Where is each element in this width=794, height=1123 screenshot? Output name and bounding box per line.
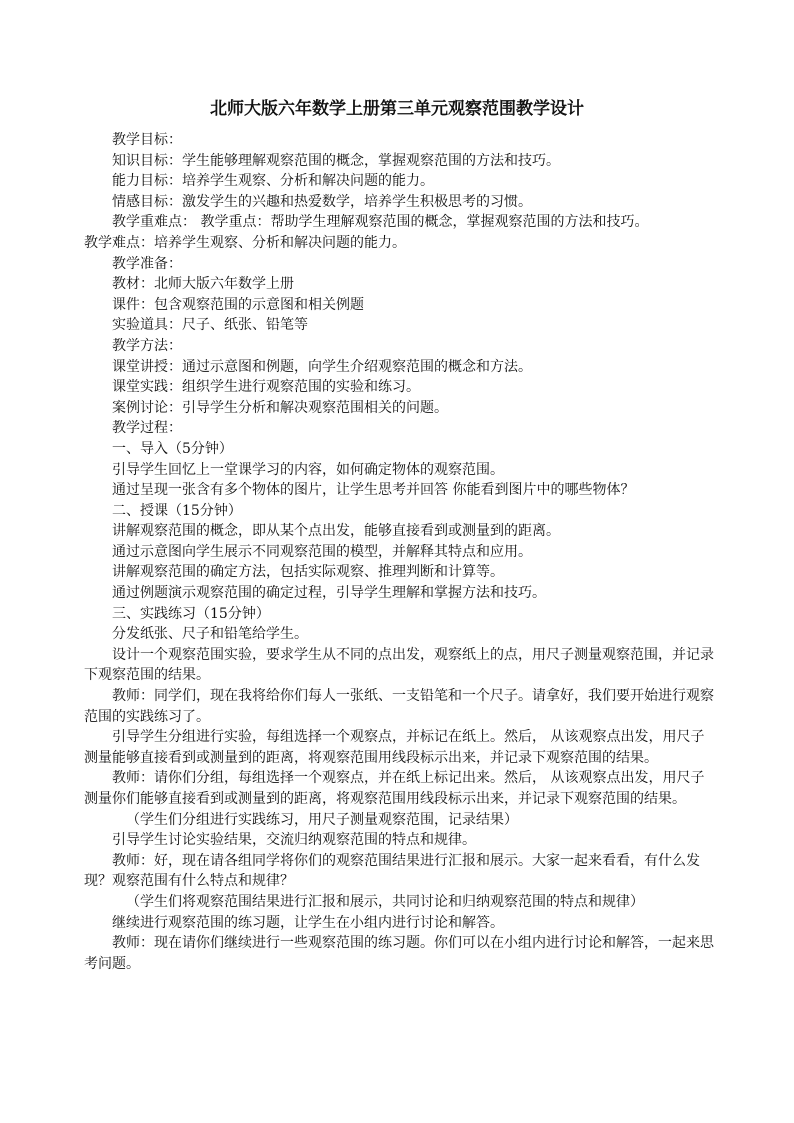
body-paragraph: 知识目标：学生能够理解观察范围的概念，掌握观察范围的方法和技巧。 xyxy=(112,152,560,169)
body-paragraph: （学生们将观察范围结果进行汇报和展示，共同讨论和归纳观察范围的特点和规律） xyxy=(126,893,644,910)
body-paragraph: 教师：好，现在请各组同学将你们的观察范围结果进行汇报和展示。大家一起来看看，有什么发现？观察范围有什么特点和规律？ xyxy=(84,852,700,890)
body-paragraph: 实验道具：尺子、纸张、铅笔等 xyxy=(112,317,308,334)
body-paragraph: 案例讨论：引导学生分析和解决观察范围相关的问题。 xyxy=(112,399,448,416)
body-paragraph: 二、授课（15分钟） xyxy=(112,502,242,519)
body-paragraph: 引导学生分组进行实验，每组选择一个观察点，并标记在纸上。然后， 从该观察点出发，用尺子测量能够直接看到或测量到的距离，将观察范围用线段标示出来，并记录下观察范围的结果。 xyxy=(84,729,705,766)
body-paragraph: 教师：同学们，现在我将给你们每人一张纸、一支铅笔和一个尺子。请拿好，我们要开始进行观察范围的实践练习了。 xyxy=(84,688,714,725)
body-paragraph: 课堂实践：组织学生进行观察范围的实验和练习。 xyxy=(112,379,420,396)
body-paragraph: 教学目标： xyxy=(112,132,182,148)
body-paragraph: 一、导入（5分钟） xyxy=(112,440,233,457)
document-title: 北师大版六年数学上册第三单元观察范围教学设计 xyxy=(210,99,584,119)
body-paragraph: 教学重难点： 教学重点：帮助学生理解观察范围的概念，掌握观察范围的方法和技巧。 xyxy=(112,214,649,231)
body-paragraph: 教学过程： xyxy=(112,420,182,437)
body-paragraph: 讲解观察范围的概念，即从某个点出发，能够直接看到或测量到的距离。 xyxy=(112,523,560,540)
body-paragraph: 教材：北师大版六年数学上册 xyxy=(112,276,294,293)
body-paragraph: 讲解观察范围的确定方法，包括实际观察、推理判断和计算等。 xyxy=(112,564,504,581)
body-paragraph: 教学准备： xyxy=(112,255,182,272)
body-paragraph: 教师：现在请你们继续进行一些观察范围的练习题。你们可以在小组内进行讨论和解答，一起来思考问题。 xyxy=(84,935,714,972)
body-paragraph: 教学方法： xyxy=(112,337,182,354)
body-paragraph: 课件：包含观察范围的示意图和相关例题 xyxy=(112,296,364,313)
body-paragraph: 继续进行观察范围的练习题，让学生在小组内进行讨论和解答。 xyxy=(112,914,504,931)
body-paragraph: 能力目标：培养学生观察、分析和解决问题的能力。 xyxy=(112,173,434,190)
body-paragraph: 设计一个观察范围实验，要求学生从不同的点出发，观察纸上的点，用尺子测量观察范围，并记录下观察范围的结果。 xyxy=(84,646,714,684)
body-paragraph: 通过示意图向学生展示不同观察范围的模型，并解释其特点和应用。 xyxy=(112,543,532,560)
body-paragraph: 分发纸张、尺子和铅笔给学生。 xyxy=(112,626,308,643)
body-paragraph: 教学难点：培养学生观察、分析和解决问题的能力。 xyxy=(84,234,406,251)
body-paragraph: 情感目标：激发学生的兴趣和热爱数学，培养学生积极思考的习惯。 xyxy=(112,193,532,210)
body-paragraph: 通过呈现一张含有多个物体的图片，让学生思考并回答 你能看到图片中的哪些物体？ xyxy=(112,482,635,499)
body-paragraph: 引导学生讨论实验结果，交流归纳观察范围的特点和规律。 xyxy=(112,832,476,849)
body-paragraph: （学生们分组进行实践练习，用尺子测量观察范围，记录结果） xyxy=(126,811,518,828)
body-paragraph: 引导学生回忆上一堂课学习的内容，如何确定物体的观察范围。 xyxy=(112,461,504,478)
body-paragraph: 三、实践练习（15分钟） xyxy=(112,605,270,622)
body-paragraph: 课堂讲授：通过示意图和例题，向学生介绍观察范围的概念和方法。 xyxy=(112,358,532,375)
body-paragraph: 通过例题演示观察范围的确定过程，引导学生理解和掌握方法和技巧。 xyxy=(112,585,546,602)
document-body xyxy=(84,130,716,974)
body-paragraph: 教师：请你们分组，每组选择一个观察点，并在纸上标记出来。然后， 从该观察点出发，用尺子测量你们能够直接看到或测量到的距离，将观察范围用线段标示出来，并记录下观察范围的结果。 xyxy=(84,770,705,807)
